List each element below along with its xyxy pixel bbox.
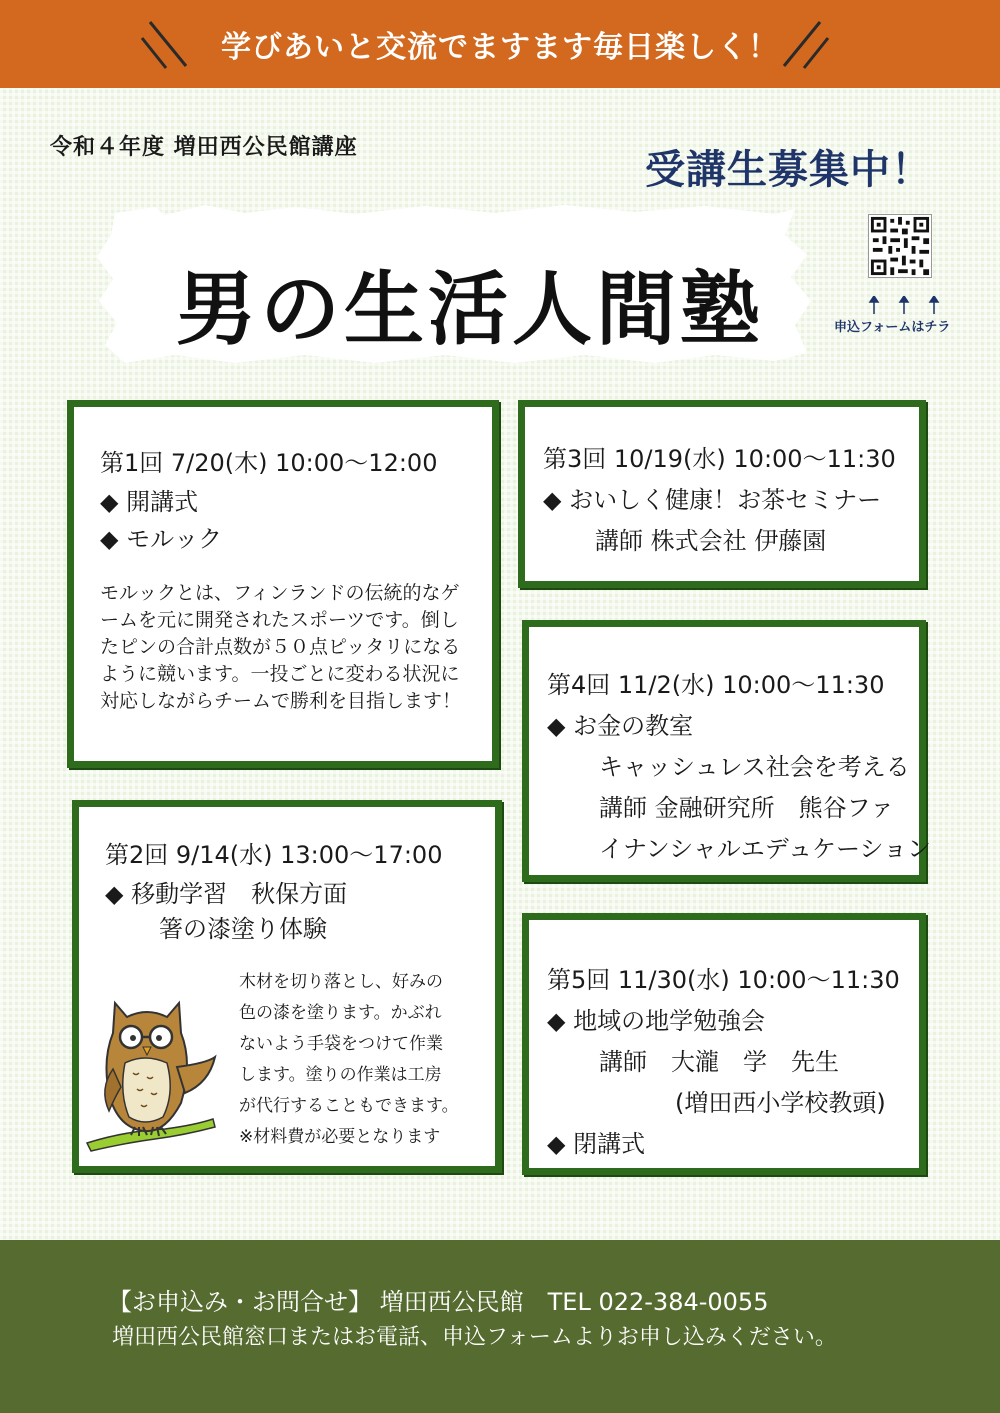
footer-contact: 【お申込み・お問合せ】 増田西公民館 TEL 022-384-0055 (108, 1288, 769, 1316)
session-item: ◆ 閉講式 (547, 1130, 646, 1158)
session-card-5 (522, 913, 926, 1175)
session-item: 講師 金融研究所 熊谷ファ (599, 794, 895, 822)
session-heading: 第4回 11/2(水) 10:00～11:30 (547, 671, 885, 699)
session-item: キャッシュレス社会を考える (599, 753, 910, 781)
qr-code-icon[interactable] (868, 214, 932, 278)
session-heading: 第2回 9/14(水) 13:00～17:00 (105, 841, 443, 869)
slash-decoration-right (770, 18, 830, 70)
description-line: ないよう手袋をつけて作業 (239, 1034, 443, 1054)
owl-illustration (85, 993, 225, 1153)
description-line: 色の漆を塗ります。かぶれ (239, 1003, 442, 1023)
session-item: ◆ お金の教室 (547, 712, 694, 740)
slash-decoration-left (140, 18, 200, 70)
session-item: ◆ 移動学習 秋保方面 (105, 880, 348, 908)
description-line: します。塗りの作業は工房 (239, 1065, 442, 1085)
tagline: 学びあいと交流でますます毎日楽しく！ (221, 30, 779, 65)
course-subtitle: 令和４年度 増田西公民館講座 (50, 135, 358, 160)
up-arrows-icon (866, 296, 956, 316)
qr-note: 申込フォームはチラ (834, 320, 951, 335)
session-item: 講師 株式会社 伊藤園 (595, 527, 827, 555)
session-item: (増田西小学校教頭) (675, 1089, 886, 1117)
session-item: ◆ 開講式 (100, 488, 199, 516)
session-card-1 (67, 400, 499, 768)
title-band (95, 205, 815, 365)
session-description (239, 967, 479, 1153)
session-item: ◆ おいしく健康！お茶セミナー (543, 486, 882, 514)
top-banner (0, 0, 1000, 88)
footer-note: 増田西公民館窓口またはお電話、申込フォームよりお申し込みください。 (112, 1325, 837, 1350)
session-item: 箸の漆塗り体験 (159, 915, 327, 943)
recruiting-heading: 受講生募集中！ (645, 147, 932, 193)
session-card-2 (72, 800, 502, 1173)
session-heading: 第5回 11/30(水) 10:00～11:30 (547, 966, 900, 994)
description-line: ※材料費が必要となります (239, 1127, 441, 1147)
session-item: 講師 大瀧 学 先生 (599, 1048, 839, 1076)
session-description: モルックとは、フィンランドの伝統的なゲームを元に開発されたスポーツです。倒したピンの合計点数が５０点ピッタリになるように競います。一投ごとに変わる状況に対応しながらチームで勝利を目指します！ (100, 582, 462, 712)
description-line: 木材を切り落とし、好みの (239, 972, 443, 992)
session-card-4 (522, 620, 932, 882)
description-line: が代行することもできます。 (239, 1096, 459, 1116)
session-item: イナンシャルエデュケーション (599, 835, 932, 863)
main-title: 男の生活人間塾 (176, 263, 764, 356)
session-item: ◆ 地域の地学勉強会 (547, 1007, 766, 1035)
session-heading: 第1回 7/20(木) 10:00～12:00 (100, 449, 438, 477)
session-card-3 (518, 400, 926, 588)
session-item: ◆ モルック (100, 525, 223, 553)
footer (0, 1240, 1000, 1413)
session-heading: 第3回 10/19(水) 10:00～11:30 (543, 445, 896, 473)
